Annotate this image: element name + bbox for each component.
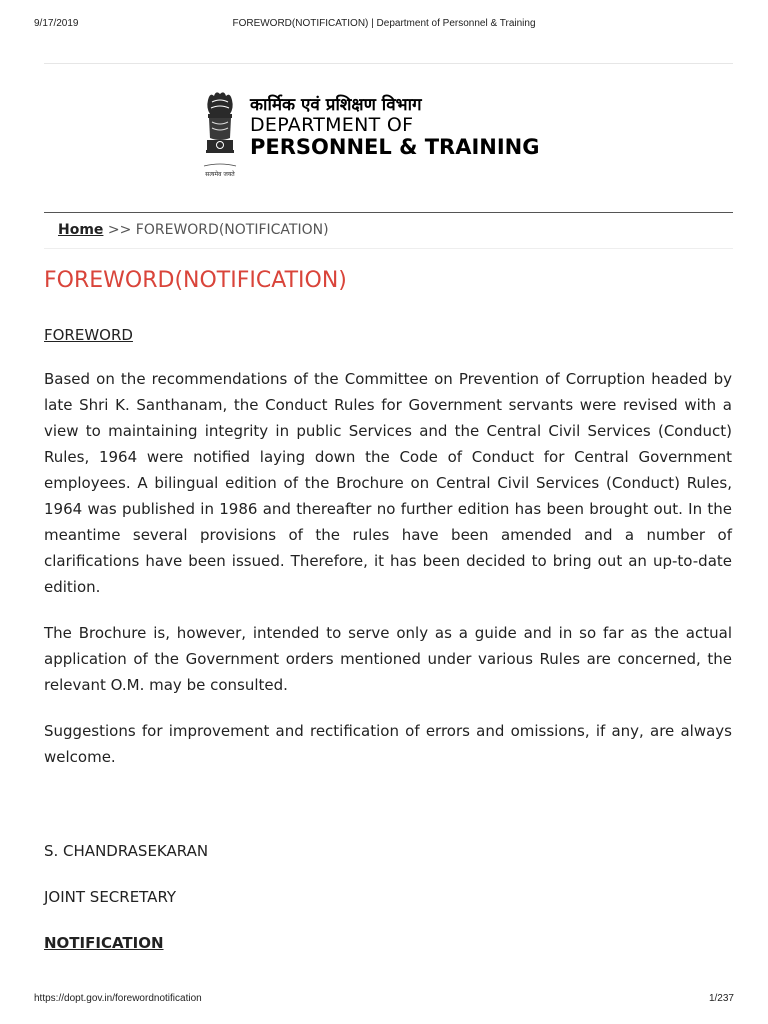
header-divider: [44, 212, 733, 213]
signatory-name: S. CHANDRASEKARAN: [44, 842, 209, 860]
dept-name-line1: DEPARTMENT OF: [250, 114, 414, 136]
page-title: FOREWORD(NOTIFICATION): [44, 268, 347, 293]
print-page-title: FOREWORD(NOTIFICATION) | Department of Personnel & Training: [232, 18, 536, 29]
breadcrumb-home-link[interactable]: Home: [58, 222, 104, 238]
dept-name-hindi: कार्मिक एवं प्रशिक्षण विभाग: [250, 95, 422, 115]
site-logo[interactable]: [200, 88, 620, 180]
notification-heading: NOTIFICATION: [44, 934, 164, 952]
emblem-motto: सत्यमेव जयते: [205, 171, 235, 178]
paragraph: Based on the recommendations of the Committee on Prevention of Corruption headed by late Shri K. Santhanam, the Conduct Rules for Government servants were revised with a view to maintaining integrity in public Services and the Central Civil Services (Conduct) Rules, 1964 were notified laying down the Code of Conduct for Central Government employees. A bilingual edition of the Brochure on Central Civil Services (Conduct) Rules, 1964 was published in 1986 and thereafter no further edition has been brought out. In the meantime several provisions of the rules have been amended and a number of clarifications have been issued. Therefore, it has been decided to bring out an up-to-date edition.: [44, 370, 732, 596]
paragraph: Suggestions for improvement and rectification of errors and omissions, if any, are always welcome.: [44, 722, 732, 766]
top-divider: [44, 63, 733, 64]
print-url: https://dopt.gov.in/forewordnotification: [34, 993, 202, 1004]
breadcrumb-divider: [44, 248, 733, 249]
signatory-title: JOINT SECRETARY: [44, 888, 177, 906]
breadcrumb-separator: >>: [103, 222, 136, 238]
page-counter: 1/237: [708, 993, 734, 1004]
dept-name-line2: PERSONNEL & TRAINING: [250, 135, 540, 159]
print-date: 9/17/2019: [34, 18, 79, 29]
print-footer: [0, 993, 768, 1007]
section-heading: FOREWORD: [44, 326, 133, 344]
breadcrumb: [58, 222, 329, 238]
article-body: [44, 322, 732, 956]
breadcrumb-current: FOREWORD(NOTIFICATION): [135, 222, 329, 238]
print-header: [0, 18, 768, 32]
national-emblem-icon: [200, 88, 240, 180]
paragraph: The Brochure is, however, intended to serve only as a guide and in so far as the actual application of the Government orders mentioned under various Rules are concerned, the relevant O.M. may be consulted.: [44, 624, 732, 694]
